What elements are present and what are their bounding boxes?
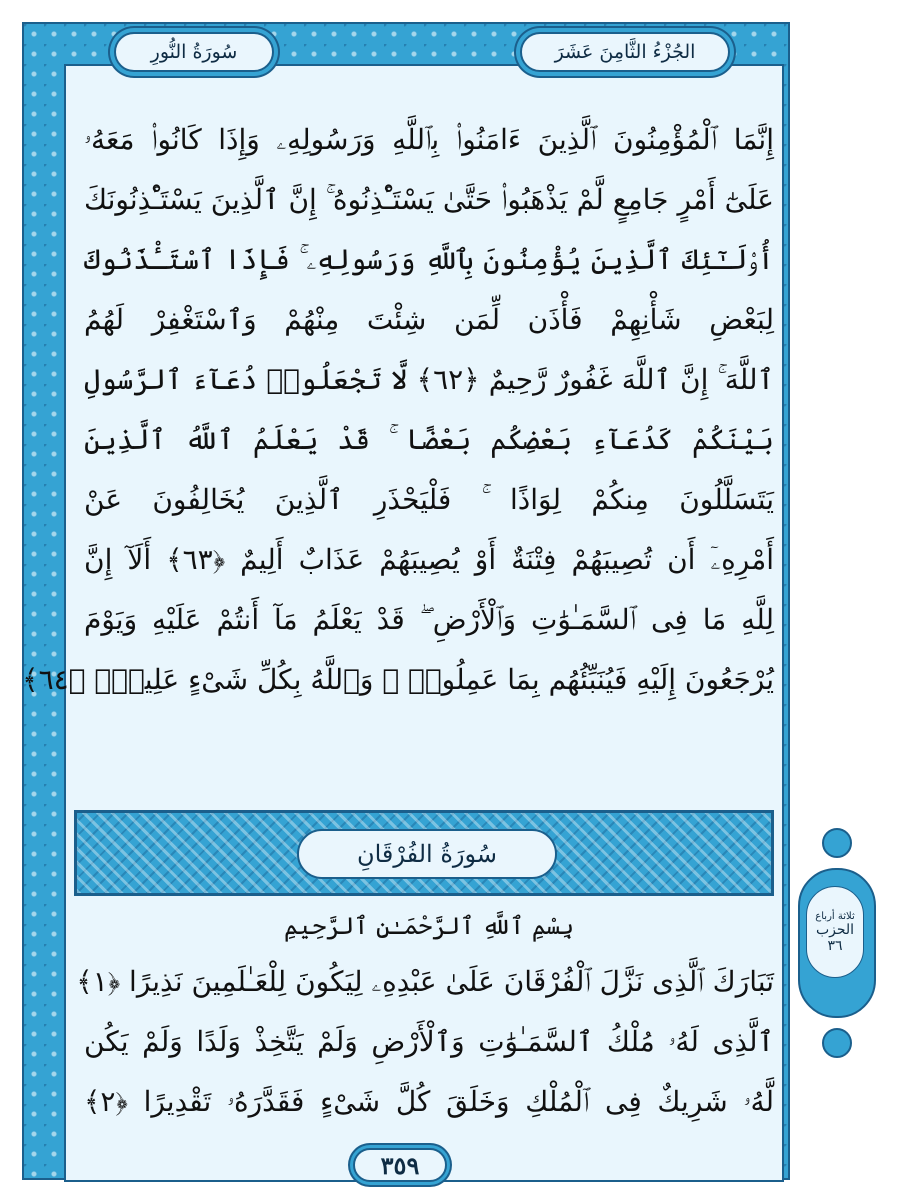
hizb-bottom-ornament-icon	[822, 1028, 852, 1058]
surah-title-banner	[74, 810, 774, 896]
verse-line: تَبَارَكَ ٱلَّذِى نَزَّلَ ٱلْفُرْقَانَ عَلَىٰ عَبْدِهِۦ لِيَكُونَ لِلْعَـٰلَمِينَ نَذِيرًا ﴿١﴾	[76, 965, 774, 998]
verse-line: يَتَسَلَّلُونَ مِنكُمْ لِوَاذًا ۚ فَلْيَحْذَرِ ٱلَّذِينَ يُخَالِفُونَ عَنْ	[84, 483, 774, 516]
verse-line: لِلَّهِ مَا فِى ٱلسَّمَـٰوَٰتِ وَٱلْأَرْضِ ۖ قَدْ يَعْلَمُ مَآ أَنتُمْ عَلَيْهِ وَيَوْمَ	[84, 603, 774, 636]
verse-line: بَيْنَكُمْ كَدُعَآءِ بَعْضِكُم بَعْضًا ۚ قَدْ يَعْلَمُ ٱللَّهُ ٱلَّذِينَ	[84, 423, 774, 456]
hizb-number: ٣٦	[827, 937, 843, 954]
page-frame	[22, 22, 790, 1180]
verse-line: عَلَىٰٓ أَمْرٍ جَامِعٍ لَّمْ يَذْهَبُوا۟ حَتَّىٰ يَسْتَـْٔذِنُوهُ ۚ إِنَّ ٱلَّذِينَ يَسْتَـْٔذِنُونَكَ	[84, 183, 774, 216]
verse-line: لَّهُۥ شَرِيكٌ فِى ٱلْمُلْكِ وَخَلَقَ كُلَّ شَىْءٍ فَقَدَّرَهُۥ تَقْدِيرًا ﴿٢﴾	[84, 1085, 774, 1118]
verses-bottom	[76, 952, 774, 1132]
verse-line: يُرْجَعُونَ إِلَيْهِ فَيُنَبِّئُهُم بِمَا عَمِلُوا۟ ۗ وَٱللَّهُ بِكُلِّ شَىْءٍ عَلِيمٌۢ ﴿٦٤﴾	[22, 663, 774, 696]
hizb-label	[806, 886, 864, 978]
verse-line: ٱللَّهَ ۚ إِنَّ ٱللَّهَ غَفُورٌ رَّحِيمٌ ﴿٦٢﴾ لَّا تَجْعَلُوا۟ دُعَآءَ ٱلرَّسُولِ	[84, 363, 774, 396]
verse-line: ٱلَّذِى لَهُۥ مُلْكُ ٱلسَّمَـٰوَٰتِ وَٱلْأَرْضِ وَلَمْ يَتَّخِذْ وَلَدًا وَلَمْ يَكُن	[84, 1025, 774, 1058]
page-number-text: ٣٥٩	[380, 1150, 420, 1180]
hizb-word: الحزب	[815, 921, 855, 938]
basmala: بِسْمِ ٱللَّهِ ٱلرَّحْمَـٰنِ ٱلرَّحِيمِ	[283, 912, 575, 940]
verse-line: أَمْرِهِۦٓ أَن تُصِيبَهُمْ فِتْنَةٌ أَوْ يُصِيبَهُمْ عَذَابٌ أَلِيمٌ ﴿٦٣﴾ أَلَآ إِنَّ	[84, 543, 775, 576]
surah-header	[114, 32, 274, 72]
hizb-quarter-label: ثلاثة أرباع	[815, 910, 855, 922]
verse-line: لِبَعْضِ شَأْنِهِمْ فَأْذَن لِّمَن شِئْتَ مِنْهُمْ وَٱسْتَغْفِرْ لَهُمُ	[84, 303, 774, 336]
hizb-top-ornament-icon	[822, 828, 852, 858]
surah-title	[297, 829, 557, 879]
hizb-marker	[798, 828, 876, 1062]
surah-label: سُورَةُ النُّورِ	[150, 41, 238, 63]
verse-line: إِنَّمَا ٱلْمُؤْمِنُونَ ٱلَّذِينَ ءَامَنُوا۟ بِٱللَّهِ وَرَسُولِهِۦ وَإِذَا كَانُوا۟ مَعَهُۥ	[84, 123, 774, 156]
verses-top	[22, 110, 775, 710]
page-number	[353, 1148, 447, 1182]
verse-line: أُو۟لَـٰٓئِكَ ٱلَّذِينَ يُؤْمِنُونَ بِٱللَّهِ وَرَسُولِهِۦ ۚ فَإِذَا ٱسْتَـْٔذَنُوكَ	[84, 243, 774, 276]
surah-title-text: سُورَةُ الفُرْقَانِ	[356, 840, 498, 868]
juz-header	[520, 32, 730, 72]
juz-label: الجُزْءُ الثَّامِنَ عَشَرَ	[554, 41, 696, 63]
